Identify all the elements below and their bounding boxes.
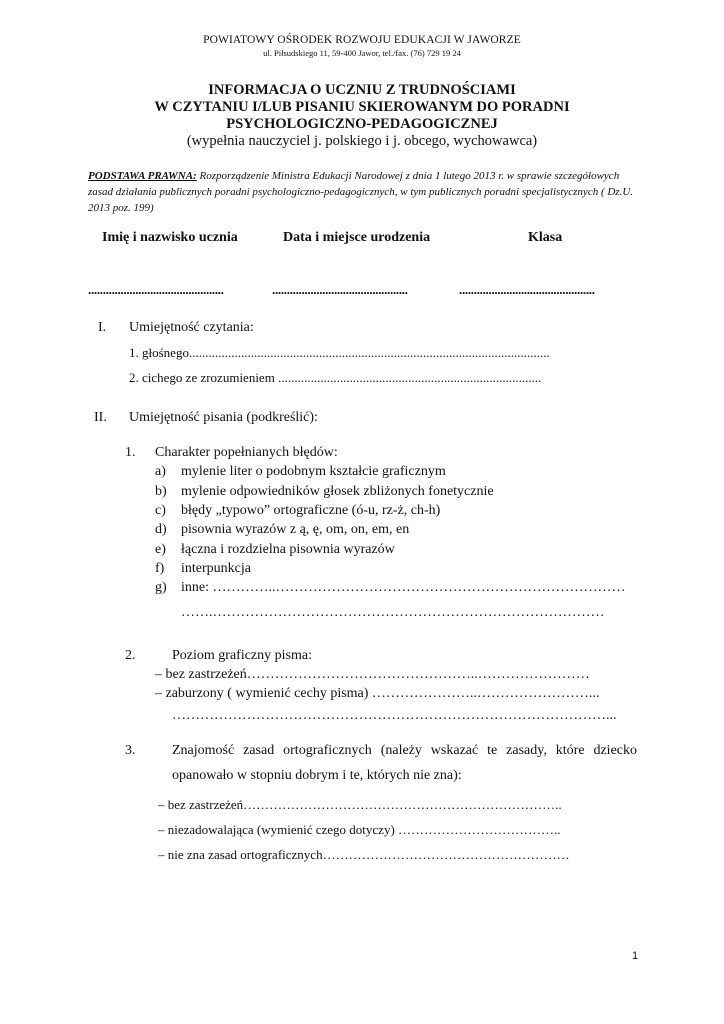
q1-option-b[interactable]: mylenie odpowiedników głosek zbliżonych fonetycznie [181,484,494,499]
student-name-label: Imię i nazwisko ucznia [102,230,238,245]
title-line-1: INFORMACJA O UCZNIU Z TRUDNOŚCIAMI [208,82,516,98]
document-title [0,82,724,150]
section-1-heading: Umiejętność czytania: [129,320,254,335]
institution-name: POWIATOWY OŚRODEK ROZWOJU EDUKACJI W JAWORZE [203,34,521,46]
q1-option-d[interactable]: pisownia wyrazów z ą, ę, om, on, em, en [181,522,410,537]
q3-option-unsatisfactory[interactable]: – niezadowalająca (wymienić czego dotyczy) ……………………………….. [158,822,561,837]
class-label: Klasa [528,230,563,245]
institution-address: ul. Piłsudskiego 11, 59-400 Jawor, tel./fax. (76) 729 19 24 [263,48,461,58]
q1-option-b-letter: b) [155,484,167,499]
student-name-field[interactable]: .............................................. [88,282,224,297]
q2-continuation[interactable]: …………………………………………………………………………………... [172,708,617,723]
section-1-numeral: I. [98,320,107,335]
reading-aloud-line[interactable]: 1. głośnego............................................................................................................... [129,345,550,360]
page-number: 1 [632,950,639,962]
q2-number: 2. [125,648,136,663]
legal-basis [88,168,640,216]
legal-basis-text: Rozporządzenie Ministra Edukacji Narodowej z dnia 1 lutego 2013 r. w sprawie szczegółowych zasad działania publicznych poradni psychologiczno-pedagogicznych, w tym publicznych poradni specjalistycznych ( Dz.U. 2013 poz. 199) [88,170,634,214]
class-field[interactable]: .............................................. [459,282,595,297]
q1-option-f-letter: f) [155,561,165,576]
q2-option-disturbed[interactable]: – zaburzony ( wymienić cechy pisma) …………………..……………………... [155,686,600,701]
q1-option-c-letter: c) [155,503,166,518]
q1-option-g-letter: g) [155,580,167,595]
q1-other-continuation[interactable]: …….………………………………………………………………………… [181,605,605,620]
title-line-3: PSYCHOLOGICZNO-PEDAGOGICZNEJ [226,116,498,132]
q3-title-line-1: Znajomość zasad ortograficznych (należy wskazać te zasady, które dziecko [172,743,637,758]
q3-option-no-reservations[interactable]: – bez zastrzeżeń……………………………………………………………….. [158,797,562,812]
q1-option-d-letter: d) [155,522,167,537]
reading-silent-line[interactable]: 2. cichego ze zrozumieniem ................................................................................. [129,370,542,385]
title-line-2: W CZYTANIU I/LUB PISANIU SKIEROWANYM DO PORADNI [154,99,570,115]
section-2-numeral: II. [94,410,107,425]
birth-date-place-label: Data i miejsce urodzenia [283,230,431,245]
q1-option-e[interactable]: łączna i rozdzielna pisownia wyrazów [181,542,395,557]
q2-title: Poziom graficzny pisma: [172,648,312,663]
q3-number: 3. [125,743,136,758]
q1-option-e-letter: e) [155,542,166,557]
q2-option-no-reservations[interactable]: – bez zastrzeżeń…………………………………………..…………………… [155,667,590,682]
q1-option-f[interactable]: interpunkcja [181,561,251,576]
legal-basis-label: PODSTAWA PRAWNA: [88,170,197,182]
title-line-4: (wypełnia nauczyciel j. polskiego i j. obcego, wychowawca) [186,133,538,149]
q1-option-c[interactable]: błędy „typowo” ortograficzne (ó-u, rz-ż, ch-h) [181,503,441,518]
q3-option-does-not-know[interactable]: – nie zna zasad ortograficznych………………………………………………… [158,847,570,862]
q1-option-a[interactable]: mylenie liter o podobnym kształcie graficznym [181,464,446,479]
q1-title: Charakter popełnianych błędów: [155,445,338,460]
q1-option-g[interactable]: inne: …………..………………………………………………………………… [181,580,626,595]
q1-number: 1. [125,445,136,460]
birth-date-place-field[interactable]: .............................................. [272,282,408,297]
q3-title-line-2: opanowało w stopniu dobrym i te, których nie zna): [172,768,462,783]
section-2-heading: Umiejętność pisania (podkreślić): [129,410,318,425]
q1-option-a-letter: a) [155,464,166,479]
